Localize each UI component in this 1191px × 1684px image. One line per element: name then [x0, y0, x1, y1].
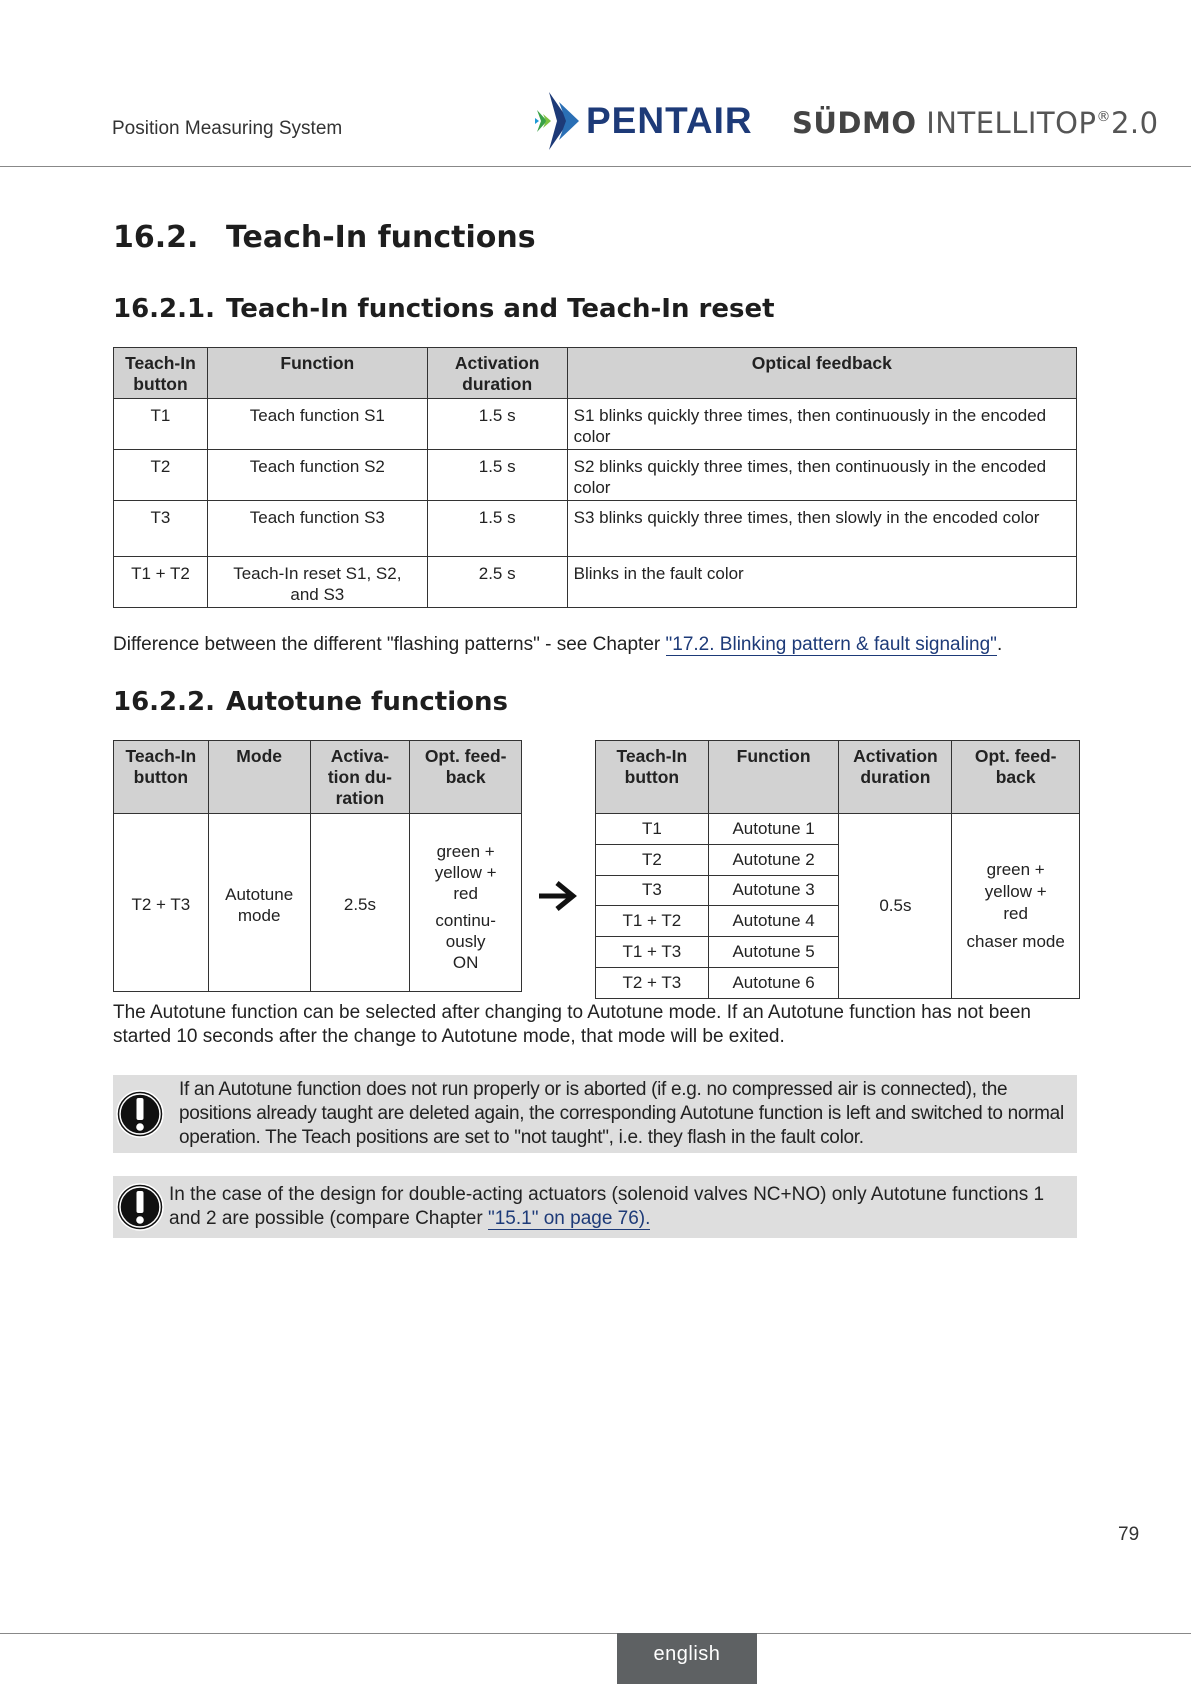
warning-text: If an Autotune function does not run properly or is aborted (if e.g. no compressed air is connected), the positions already taught are deleted again, the corresponding Autotune function is left and switched to normal operation. The Teach positions are set to "not taught", i.e. they flash in the fault color.: [179, 1079, 1064, 1148]
cell-button: T2: [114, 450, 208, 501]
column-header: Function: [708, 741, 839, 814]
cell-function: Teach-In reset S1, S2, and S3: [207, 557, 427, 608]
autotune-paragraph: The Autotune function can be selected after changing to Autotune mode. If an Autotune function has not been started 10 seconds after the change to Autotune mode, that mode will be exited.: [113, 1002, 1031, 1047]
info-text: In the case of the design for double-acting actuators (solenoid valves NC+NO) only Autotune functions 1 and 2 are possible (compare Chapter "15.1" on page 76).: [169, 1184, 1045, 1229]
cell-mode: Autotune mode: [208, 814, 310, 992]
cell-button: T3: [114, 501, 208, 557]
cell-feedback: green + yellow + red chaser mode: [952, 814, 1080, 999]
cell-duration: 0.5s: [839, 814, 952, 999]
footer-divider: [0, 1633, 1191, 1634]
exclamation-icon: [115, 1182, 165, 1232]
cell-function: Autotune 5: [708, 937, 839, 968]
table-row: [114, 450, 1077, 501]
cell-button: T1: [596, 814, 709, 845]
section-number: 16.2.: [113, 220, 199, 255]
cell-duration: 1.5 s: [427, 399, 567, 450]
cell-function: Autotune 3: [708, 875, 839, 906]
column-header: Function: [207, 348, 427, 399]
cell-button: T1 + T2: [596, 906, 709, 937]
info-notice: [113, 1176, 1077, 1238]
column-header: Activation duration: [427, 348, 567, 399]
cell-duration: 1.5 s: [427, 450, 567, 501]
cell-function: Teach function S3: [207, 501, 427, 557]
autotune-mode-table: [113, 740, 522, 992]
cell-feedback: S3 blinks quickly three times, then slowly in the encoded color: [567, 501, 1076, 557]
subsection1-number: 16.2.1.: [113, 294, 215, 324]
cell-duration: 2.5 s: [427, 557, 567, 608]
column-header: Opt. feed- back: [952, 741, 1080, 814]
cell-button: T1: [114, 399, 208, 450]
column-header: Opt. feed- back: [410, 741, 522, 814]
cell-button: T1 + T3: [596, 937, 709, 968]
page-number: 79: [1118, 1524, 1140, 1545]
warning-notice: [113, 1075, 1077, 1153]
chapter-link[interactable]: "17.2. Blinking pattern & fault signaling": [665, 634, 997, 655]
brand-name: PENTAIR: [586, 100, 753, 141]
document-title: Position Measuring System: [112, 118, 343, 139]
table-header-row: [114, 741, 522, 814]
cell-function: Autotune 6: [708, 967, 839, 998]
subsection1-title: Teach-In functions and Teach-In reset: [226, 294, 775, 324]
cell-function: Teach function S1: [207, 399, 427, 450]
autotune-functions-table: [595, 740, 1080, 999]
column-header: Teach-In button: [114, 348, 208, 399]
product-name: [792, 106, 1159, 140]
table-header-row: [596, 741, 1080, 814]
flashing-patterns-note: Difference between the different "flashing patterns" - see Chapter "17.2. Blinking pattern & fault signaling".: [113, 634, 1003, 655]
exclamation-icon: [115, 1089, 165, 1139]
cell-button: T1 + T2: [114, 557, 208, 608]
column-header: Activa- tion du- ration: [310, 741, 410, 814]
column-header: Activation duration: [839, 741, 952, 814]
cell-duration: 1.5 s: [427, 501, 567, 557]
section-title: Teach-In functions: [226, 220, 536, 255]
cell-duration: 2.5s: [310, 814, 410, 992]
cell-function: Autotune 4: [708, 906, 839, 937]
cell-function: Autotune 2: [708, 844, 839, 875]
subsection2-number: 16.2.2.: [113, 687, 215, 717]
table-header-row: [114, 348, 1077, 399]
cell-button: T2: [596, 844, 709, 875]
column-header: Mode: [208, 741, 310, 814]
pentair-logo-icon: [535, 92, 583, 150]
column-header: Teach-In button: [596, 741, 709, 814]
table-row: [596, 814, 1080, 845]
page-link[interactable]: "15.1" on page 76).: [487, 1208, 651, 1229]
teach-in-table: [113, 347, 1077, 608]
table-row: [114, 399, 1077, 450]
product-bold: SÜDMO: [792, 106, 917, 140]
cell-button: T3: [596, 875, 709, 906]
column-header: Optical feedback: [567, 348, 1076, 399]
table-row: [114, 814, 522, 992]
cell-button: T2 + T3: [114, 814, 209, 992]
column-header: Teach-In button: [114, 741, 209, 814]
arrow-right-icon: [537, 880, 579, 912]
table-row: [114, 557, 1077, 608]
registered-mark: ®: [1096, 109, 1111, 125]
subsection2-title: Autotune functions: [226, 687, 508, 717]
table-row: [114, 501, 1077, 557]
product-rest: INTELLITOP: [926, 106, 1097, 140]
header-divider: [0, 166, 1191, 167]
cell-feedback: Blinks in the fault color: [567, 557, 1076, 608]
cell-function: Autotune 1: [708, 814, 839, 845]
cell-function: Teach function S2: [207, 450, 427, 501]
product-version: 2.0: [1110, 106, 1159, 140]
language-tab: english: [617, 1633, 757, 1684]
cell-feedback: S1 blinks quickly three times, then continuously in the encoded color: [567, 399, 1076, 450]
cell-feedback: green + yellow + red continu- ously ON: [410, 814, 522, 992]
cell-feedback: S2 blinks quickly three times, then continuously in the encoded color: [567, 450, 1076, 501]
cell-button: T2 + T3: [596, 967, 709, 998]
